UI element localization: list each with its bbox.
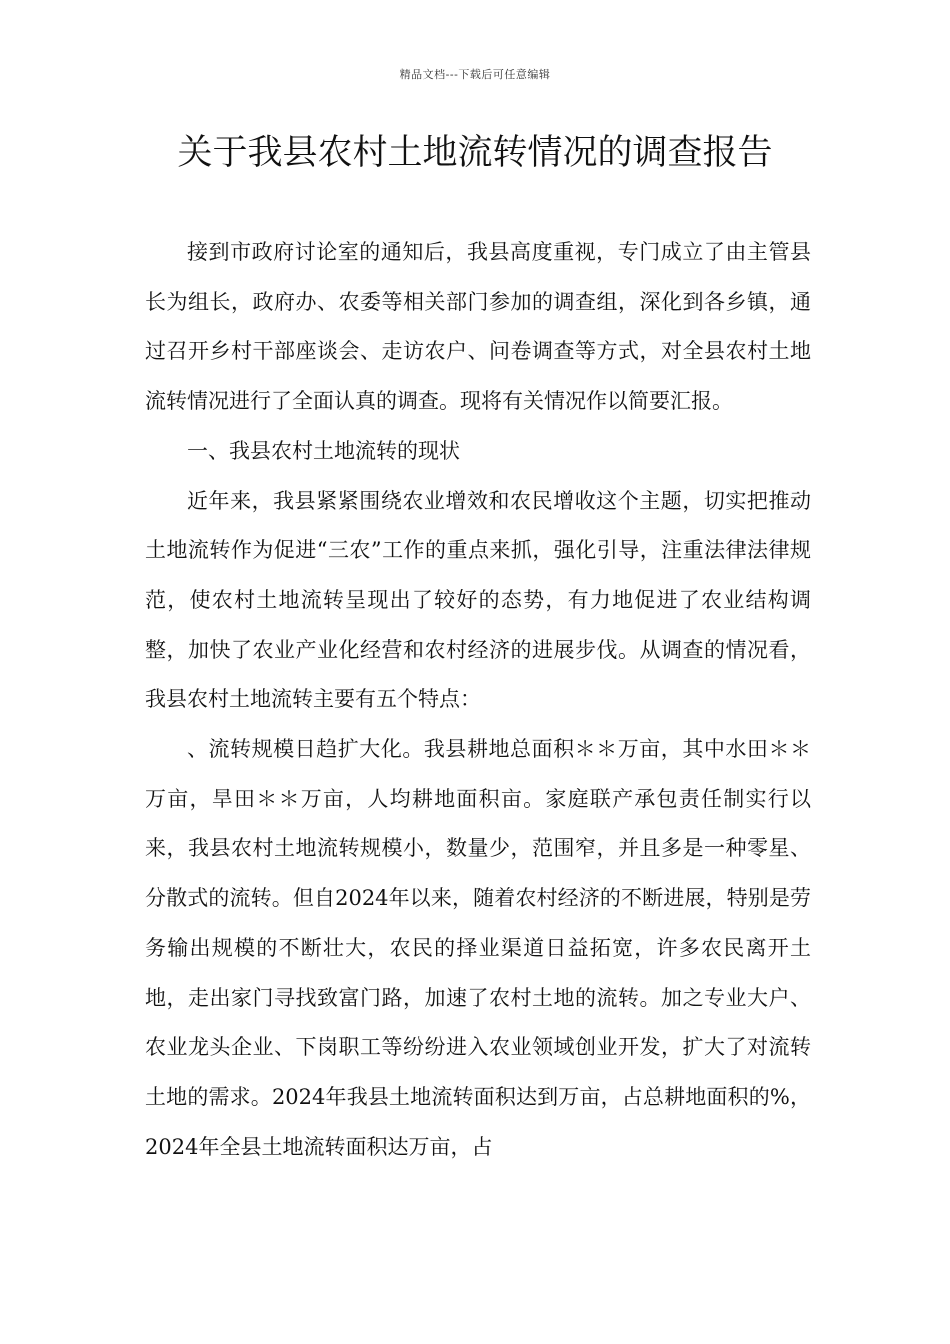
document-body — [145, 228, 811, 1172]
paragraph-scale: 、流转规模日趋扩大化。我县耕地总面积＊＊万亩，其中水田＊＊万亩，旱田＊＊万亩，人均耕地面积亩。家庭联产承包责任制实行以来，我县农村土地流转规模小，数量少，范围窄，并且多是一种零星、分散式的流转。但自2024年以来，随着农村经济的不断进展，特别是劳务输出规模的不断壮大，农民的择业渠道日益拓宽，许多农民离开土地，走出家门寻找致富门路，加速了农村土地的流转。加之专业大户、农业龙头企业、下岗职工等纷纷进入农业领域创业开发，扩大了对流转土地的需求。2024年我县土地流转面积达到万亩，占总耕地面积的%，2024年全县土地流转面积达万亩，占 — [145, 737, 811, 1159]
document-title: 关于我县农村土地流转情况的调查报告 — [177, 133, 773, 173]
section-heading: 一、我县农村土地流转的现状 — [187, 438, 460, 463]
paragraph-intro: 接到市政府讨论室的通知后，我县高度重视，专门成立了由主管县长为组长，政府办、农委等相关部门参加的调查组，深化到各乡镇，通过召开乡村干部座谈会、走访农户、问卷调查等方式，对全县农村土地流转情况进行了全面认真的调查。现将有关情况作以简要汇报。 — [145, 240, 811, 414]
header-note: 精品文档---下载后可任意编辑 — [399, 68, 551, 81]
paragraph-overview: 近年来，我县紧紧围绕农业增效和农民增收这个主题，切实把推动土地流转作为促进“三农”工作的重点来抓，强化引导，注重法律法律规范，使农村土地流转呈现出了较好的态势，有力地促进了农业结构调整，加快了农业产业化经营和农村经济的进展步伐。从调查的情况看，我县农村土地流转主要有五个特点： — [145, 488, 811, 712]
